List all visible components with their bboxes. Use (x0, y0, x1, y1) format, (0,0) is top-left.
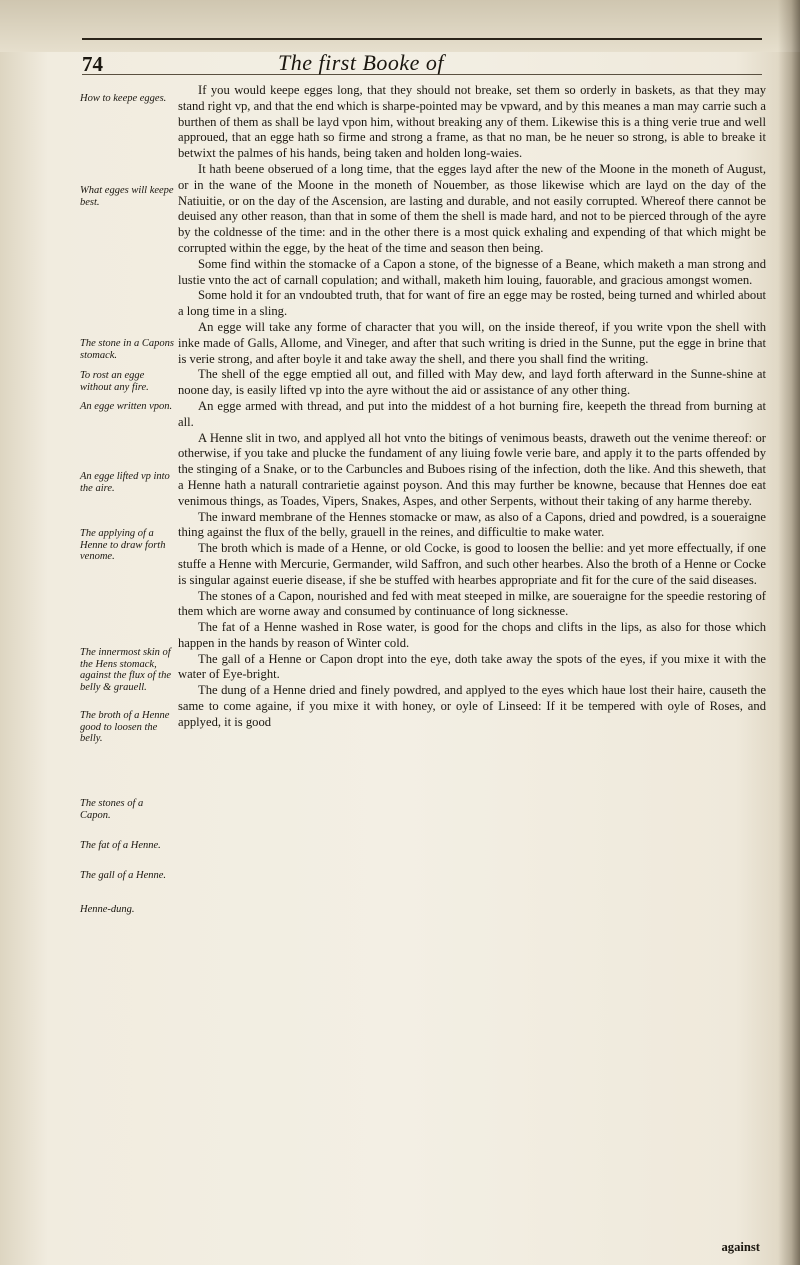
margin-note: An egge lifted vp into the aire. (80, 471, 170, 494)
header-rule (82, 38, 762, 40)
paragraph: Some find within the stomacke of a Capon a stone, of the bignesse of a Beane, which maketh a man strong and lustie vnto the act of carnall copulation; and withall, maketh him louing, fauorable, and gracious amongst women. (178, 256, 766, 287)
margin-note: The stones of a Capon. (80, 798, 144, 821)
top-shadow (0, 0, 800, 52)
paragraph: The dung of a Henne dried and finely powdred, and applyed to the eyes which haue lost their haire, causeth the same to come againe, if you mixe it with honey, or oyle of Linseed: If it be tempered with oyle of Roses, and applyed, it is good (178, 683, 766, 729)
paragraph: The shell of the egge emptied all out, and filled with May dew, and layd forth afterward in the Sunne-shine at noone day, is easily lifted vp into the ayre without the aid or assistance of any other thing. (178, 367, 766, 398)
page-spine-shadow (778, 0, 800, 1265)
catchword: against (721, 1240, 760, 1254)
running-title: The first Booke of (278, 50, 445, 75)
paragraph: A Henne slit in two, and applyed all hot vnto the bitings of venimous beasts, draweth out the venime thereof: or otherwise, if you take and plucke the fundament of any liuing fowle verie bare, and apply it to the parts offended by the stinging of a Snake, or to the Carbuncles and Buboes rising of the infection, doth the like. And this sheweth, that a Henne hath a naturall contrarietie against poyson. And this may further be knowne, because that Hennes doe eat venimous things, as Toades, Vipers, Snakes, Aspes, and other Serpents, without their taking of any harme thereby. (178, 430, 766, 508)
margin-note: The applying of a Henne to draw forth venome. (80, 528, 166, 562)
paragraph: The stones of a Capon, nourished and fed with meat steeped in milke, are soueraigne for the speedie restoring of them which are worne away and consumed by continuance of long sicknesse. (178, 588, 766, 619)
margin-note: An egge written vpon. (80, 401, 173, 412)
margin-note: The gall of a Henne. (80, 870, 167, 881)
margin-note: How to keepe egges. (80, 93, 167, 104)
paragraph: The inward membrane of the Hennes stomacke or maw, as also of a Capons, dried and powdred, is a soueraigne thing against the flux of the belly, grauell in the reines, and difficultie to make water. (178, 509, 766, 540)
margin-note: What egges will keepe best. (80, 185, 174, 208)
margin-note: Henne-dung. (80, 904, 135, 915)
page-number: 74 (82, 52, 103, 76)
body-text (178, 83, 766, 731)
paragraph: It hath beene obserued of a long time, that the egges layd after the new of the Moone in the moneth of August, or in the wane of the Moone in the moneth of Nouember, as those likewise which are layd on the day of the Natiuitie, or on the day of the Ascension, are lasting and durable, and not easily corrupted. Whereof there cannot be deuised any other reason, than that in some of them the shell is made hard, and not to be pierced through of the ayre by the coldnesse of the time: and in the other there is a most quick exhaling and expending of that which might be corrupted within the egge, by the heat of the time and season then being. (178, 161, 766, 255)
margin-note: To rost an egge without any fire. (80, 370, 149, 393)
margin-note: The innermost skin of the Hens stomack, against the flux of the belly & grauell. (80, 647, 171, 693)
margin-note: The broth of a Henne good to loosen the belly. (80, 710, 170, 744)
paragraph: The broth which is made of a Henne, or old Cocke, is good to loosen the bellie: and yet more effectually, if one stuffe a Henne with Mercurie, Germander, wild Saffron, and such other hearbes. Also the broth of a Henne or Cocke is singular against euerie disease, if she be stuffed with hearbes appropriate and fit for the cure of the said diseases. (178, 541, 766, 587)
paragraph: An egge armed with thread, and put into the middest of a hot burning fire, keepeth the thread from burning at all. (178, 398, 766, 429)
margin-note: The fat of a Henne. (80, 840, 161, 851)
paragraph: The fat of a Henne washed in Rose water, is good for the chops and clifts in the lips, as also for those which happen in the hands by reason of Winter cold. (178, 620, 766, 650)
paragraph: The gall of a Henne or Capon dropt into the eye, doth take away the spots of the eyes, if you mixe it with the water of Eye-bright. (178, 651, 766, 682)
paragraph: An egge will take any forme of character that you will, on the inside thereof, if you write vpon the shell with inke made of Galls, Allome, and Vineger, and after that such writing is dried in the Sunne, put the egge in brine that is verie strong, and after boyle it and take away the shell, and there you shall find the writing. (178, 319, 766, 366)
paragraph: If you would keepe egges long, that they should not breake, set them so orderly in baskets, as that they may stand right vp, and that the end which is sharpe-pointed may be vpward, and by this meanes a man may carrie such a burthen of them as shall be layd vpon him, without breaking any of them. Likewise this is a thing verie true and well approued, that an egge hath so firme and strong a frame, as that no man, be he neuer so strong, is able to breake it betwixt the palmes of his hands, being taken and holden long-waies. (178, 83, 766, 161)
paragraph: Some hold it for an vndoubted truth, that for want of fire an egge may be rosted, being turned and whirled about a long time in a sling. (178, 288, 766, 319)
margin-note: The stone in a Capons stomack. (80, 338, 174, 361)
